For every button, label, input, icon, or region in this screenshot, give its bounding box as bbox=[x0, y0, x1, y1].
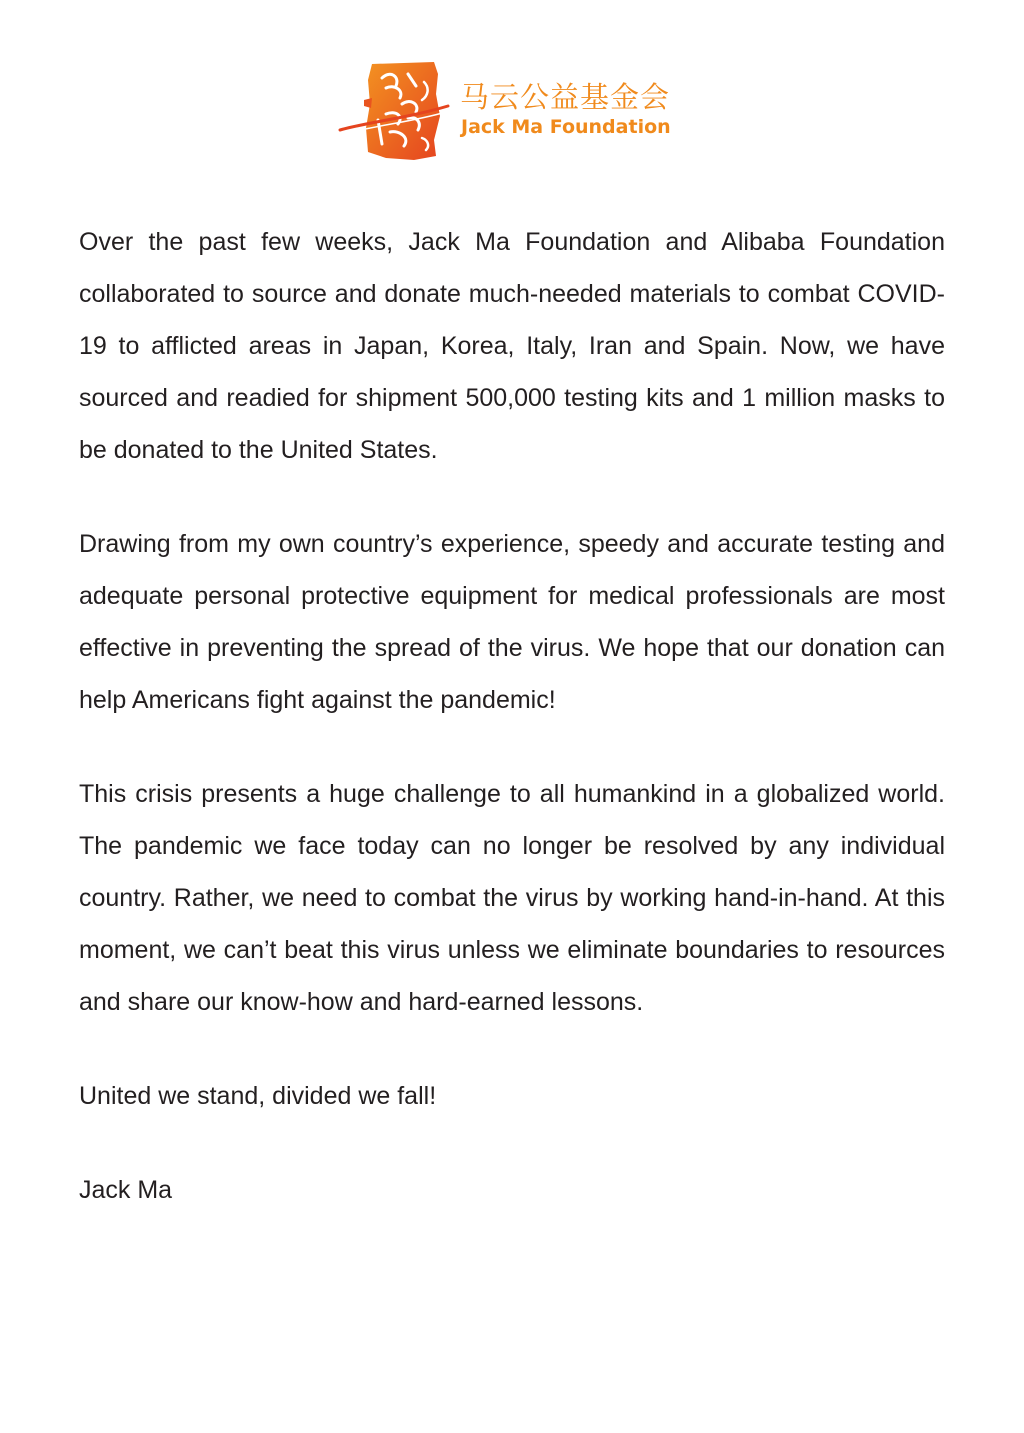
paragraph-3: This crisis presents a huge challenge to all humankind in a globalized world. The pandemic we face today can no longer be resolved by any individual country. Rather, we need to combat the virus by working hand-in-hand. At this moment, we can’t beat this virus unless we eliminate boundaries to resources and share our know-how and hard-earned lessons. bbox=[79, 780, 945, 1016]
paragraph-2: Drawing from my own country’s experience, speedy and accurate testing and adequate personal protective equipment for medical professionals are most effective in preventing the spread of the virus. We hope that our donation can help Americans fight against the pandemic! bbox=[79, 530, 945, 714]
letter-body bbox=[79, 216, 945, 1216]
signature: Jack Ma bbox=[79, 1176, 173, 1204]
closing-line: United we stand, divided we fall! bbox=[79, 1082, 437, 1110]
paragraph-1: Over the past few weeks, Jack Ma Foundation and Alibaba Foundation collaborated to source and donate much-needed materials to combat COVID-19 to afflicted areas in Japan, Korea, Italy, Iran and Spain. Now, we have sourced and readied for shipment 500,000 testing kits and 1 million masks to be donated to the United States. bbox=[79, 228, 945, 464]
foundation-logo bbox=[338, 60, 688, 165]
seal-logo-icon bbox=[338, 60, 450, 165]
logo-chinese-text: 马云公益基金会 bbox=[460, 80, 671, 114]
logo-english-text: Jack Ma Foundation bbox=[461, 116, 671, 138]
